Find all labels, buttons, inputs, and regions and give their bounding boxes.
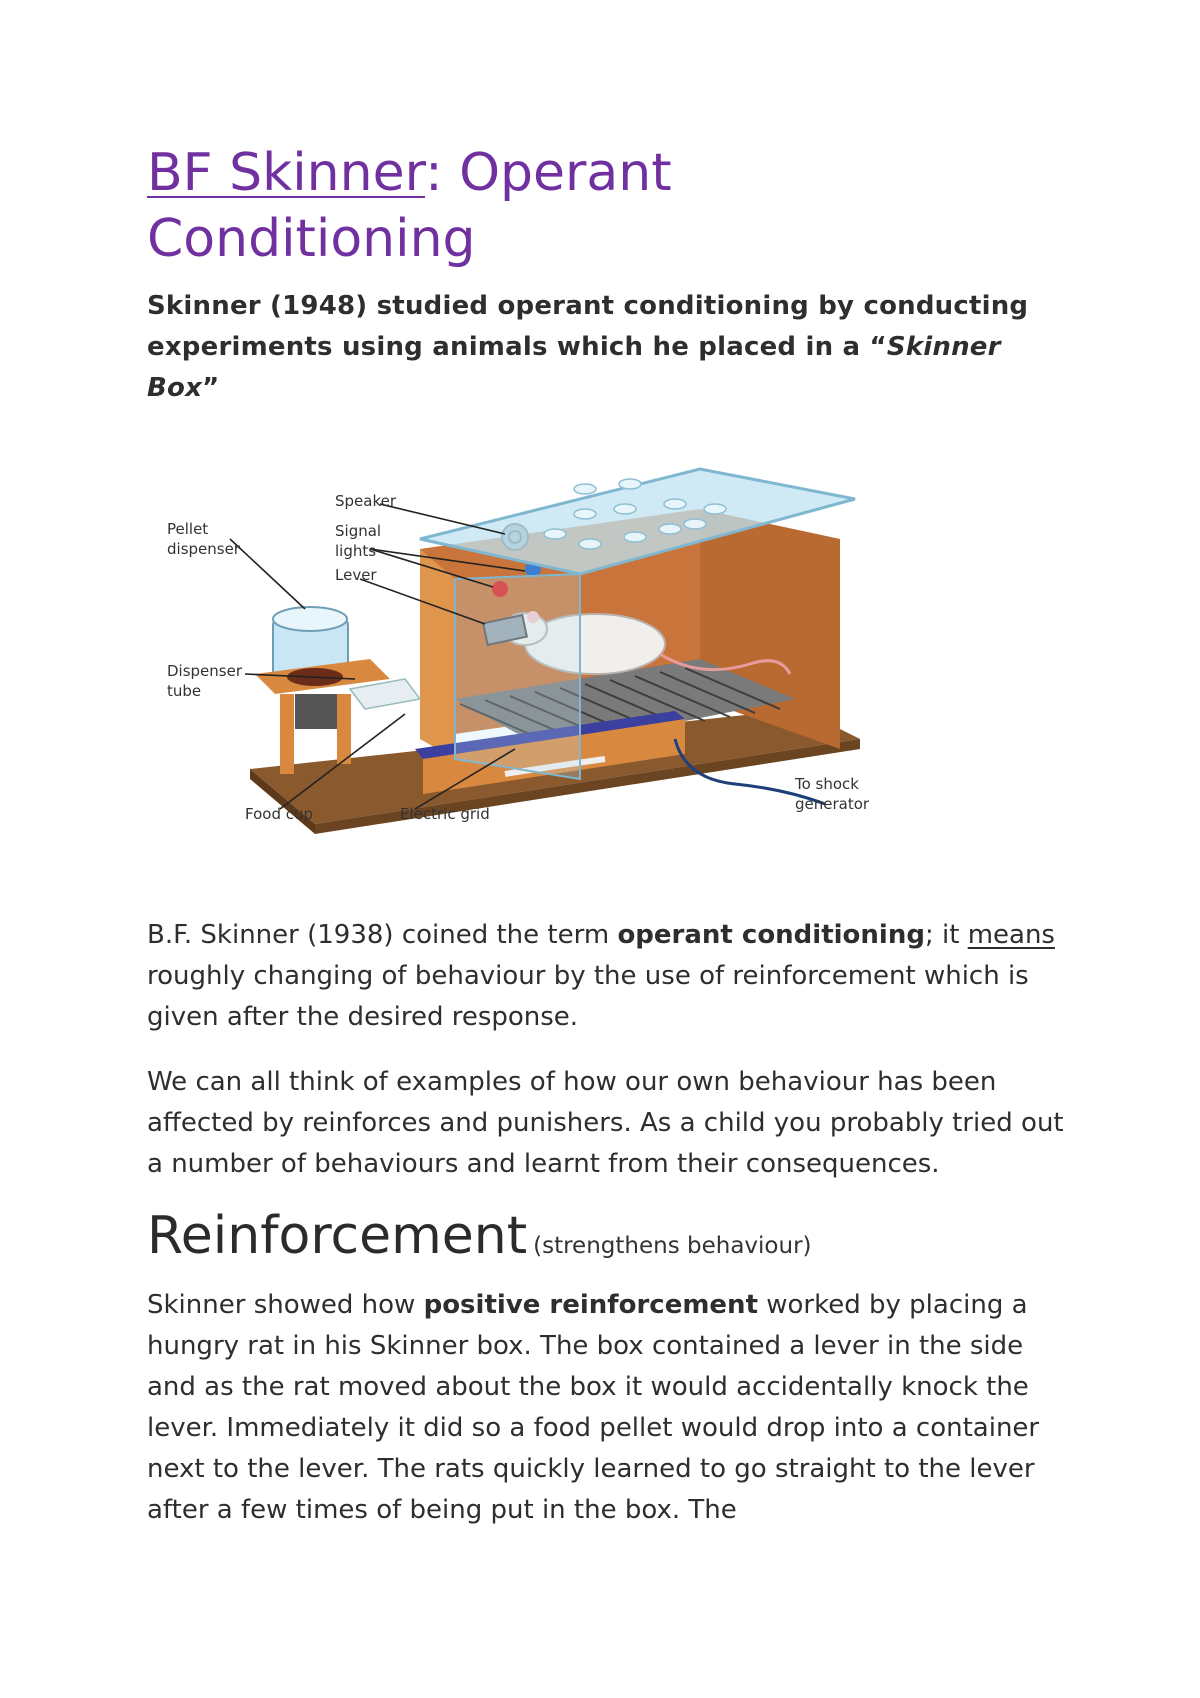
intro-quote-close: ” [202, 373, 220, 403]
paragraph-definition [147, 915, 1077, 1038]
para1-underlined-word: means [967, 920, 1055, 950]
para1-text-c: roughly changing of behaviour by the use of reinforcement which is given after the desired response. [147, 961, 1029, 1032]
page-title [147, 140, 787, 272]
dispenser-tube [350, 679, 420, 709]
para3-bold-term: positive reinforcement [423, 1290, 758, 1320]
document-page [147, 140, 1077, 1531]
paragraph-positive-reinforcement [147, 1285, 1077, 1531]
box-left-wall [420, 549, 455, 759]
label-pellet-dispenser: Pellet dispenser [167, 520, 240, 558]
label-dispenser-tube: Dispenser tube [167, 662, 242, 700]
para1-text-b: ; it [924, 920, 968, 950]
paragraph-examples: We can all think of examples of how our own behaviour has been affected by reinforces and punishers. As a child you probably tried out a number of behaviours and learnt from their consequences. [147, 1067, 1064, 1179]
intro-text: Skinner (1948) studied operant conditioning by conducting experiments using animals which he placed in a “ [147, 291, 1029, 362]
para1-text-a: B.F. Skinner (1938) coined the term [147, 920, 618, 950]
pellet-dispenser-top [273, 607, 347, 631]
section-heading-text: Reinforcement [147, 1206, 528, 1266]
label-food-cup: Food cup [245, 805, 314, 823]
label-lever: Lever [335, 566, 377, 584]
label-signal-lights: Signal lights [335, 522, 382, 560]
section-heading-note: (strengthens behaviour) [533, 1233, 812, 1259]
title-link[interactable]: BF Skinner [147, 143, 426, 203]
dispenser-mechanism [295, 694, 337, 729]
title-rest: : Operant Conditioning [147, 143, 672, 269]
dispenser-post-right [337, 694, 351, 764]
label-speaker: Speaker [335, 492, 397, 510]
glass-front [455, 574, 580, 779]
intro-emphasis: Skinner Box [147, 332, 1001, 403]
intro-paragraph [147, 286, 1077, 409]
para3-text-b: worked by placing a hungry rat in his Skinner box. The box contained a lever in the side and as the rat moved about the box it would accidentally knock the lever. Immediately it did so a food pellet would drop into a container next to the lever. The rats quickly learned to go straight to the lever after a few times of being put in the box. The [147, 1290, 1040, 1525]
section-heading-reinforcement [147, 1203, 1077, 1279]
para1-bold-term: operant conditioning [617, 920, 925, 950]
label-shock-generator: To shock generator [795, 775, 870, 813]
skinner-box-figure [155, 449, 915, 869]
label-electric-grid: Electric grid [400, 805, 490, 823]
dispenser-post-left [280, 694, 294, 774]
para3-text-a: Skinner showed how [147, 1290, 424, 1320]
